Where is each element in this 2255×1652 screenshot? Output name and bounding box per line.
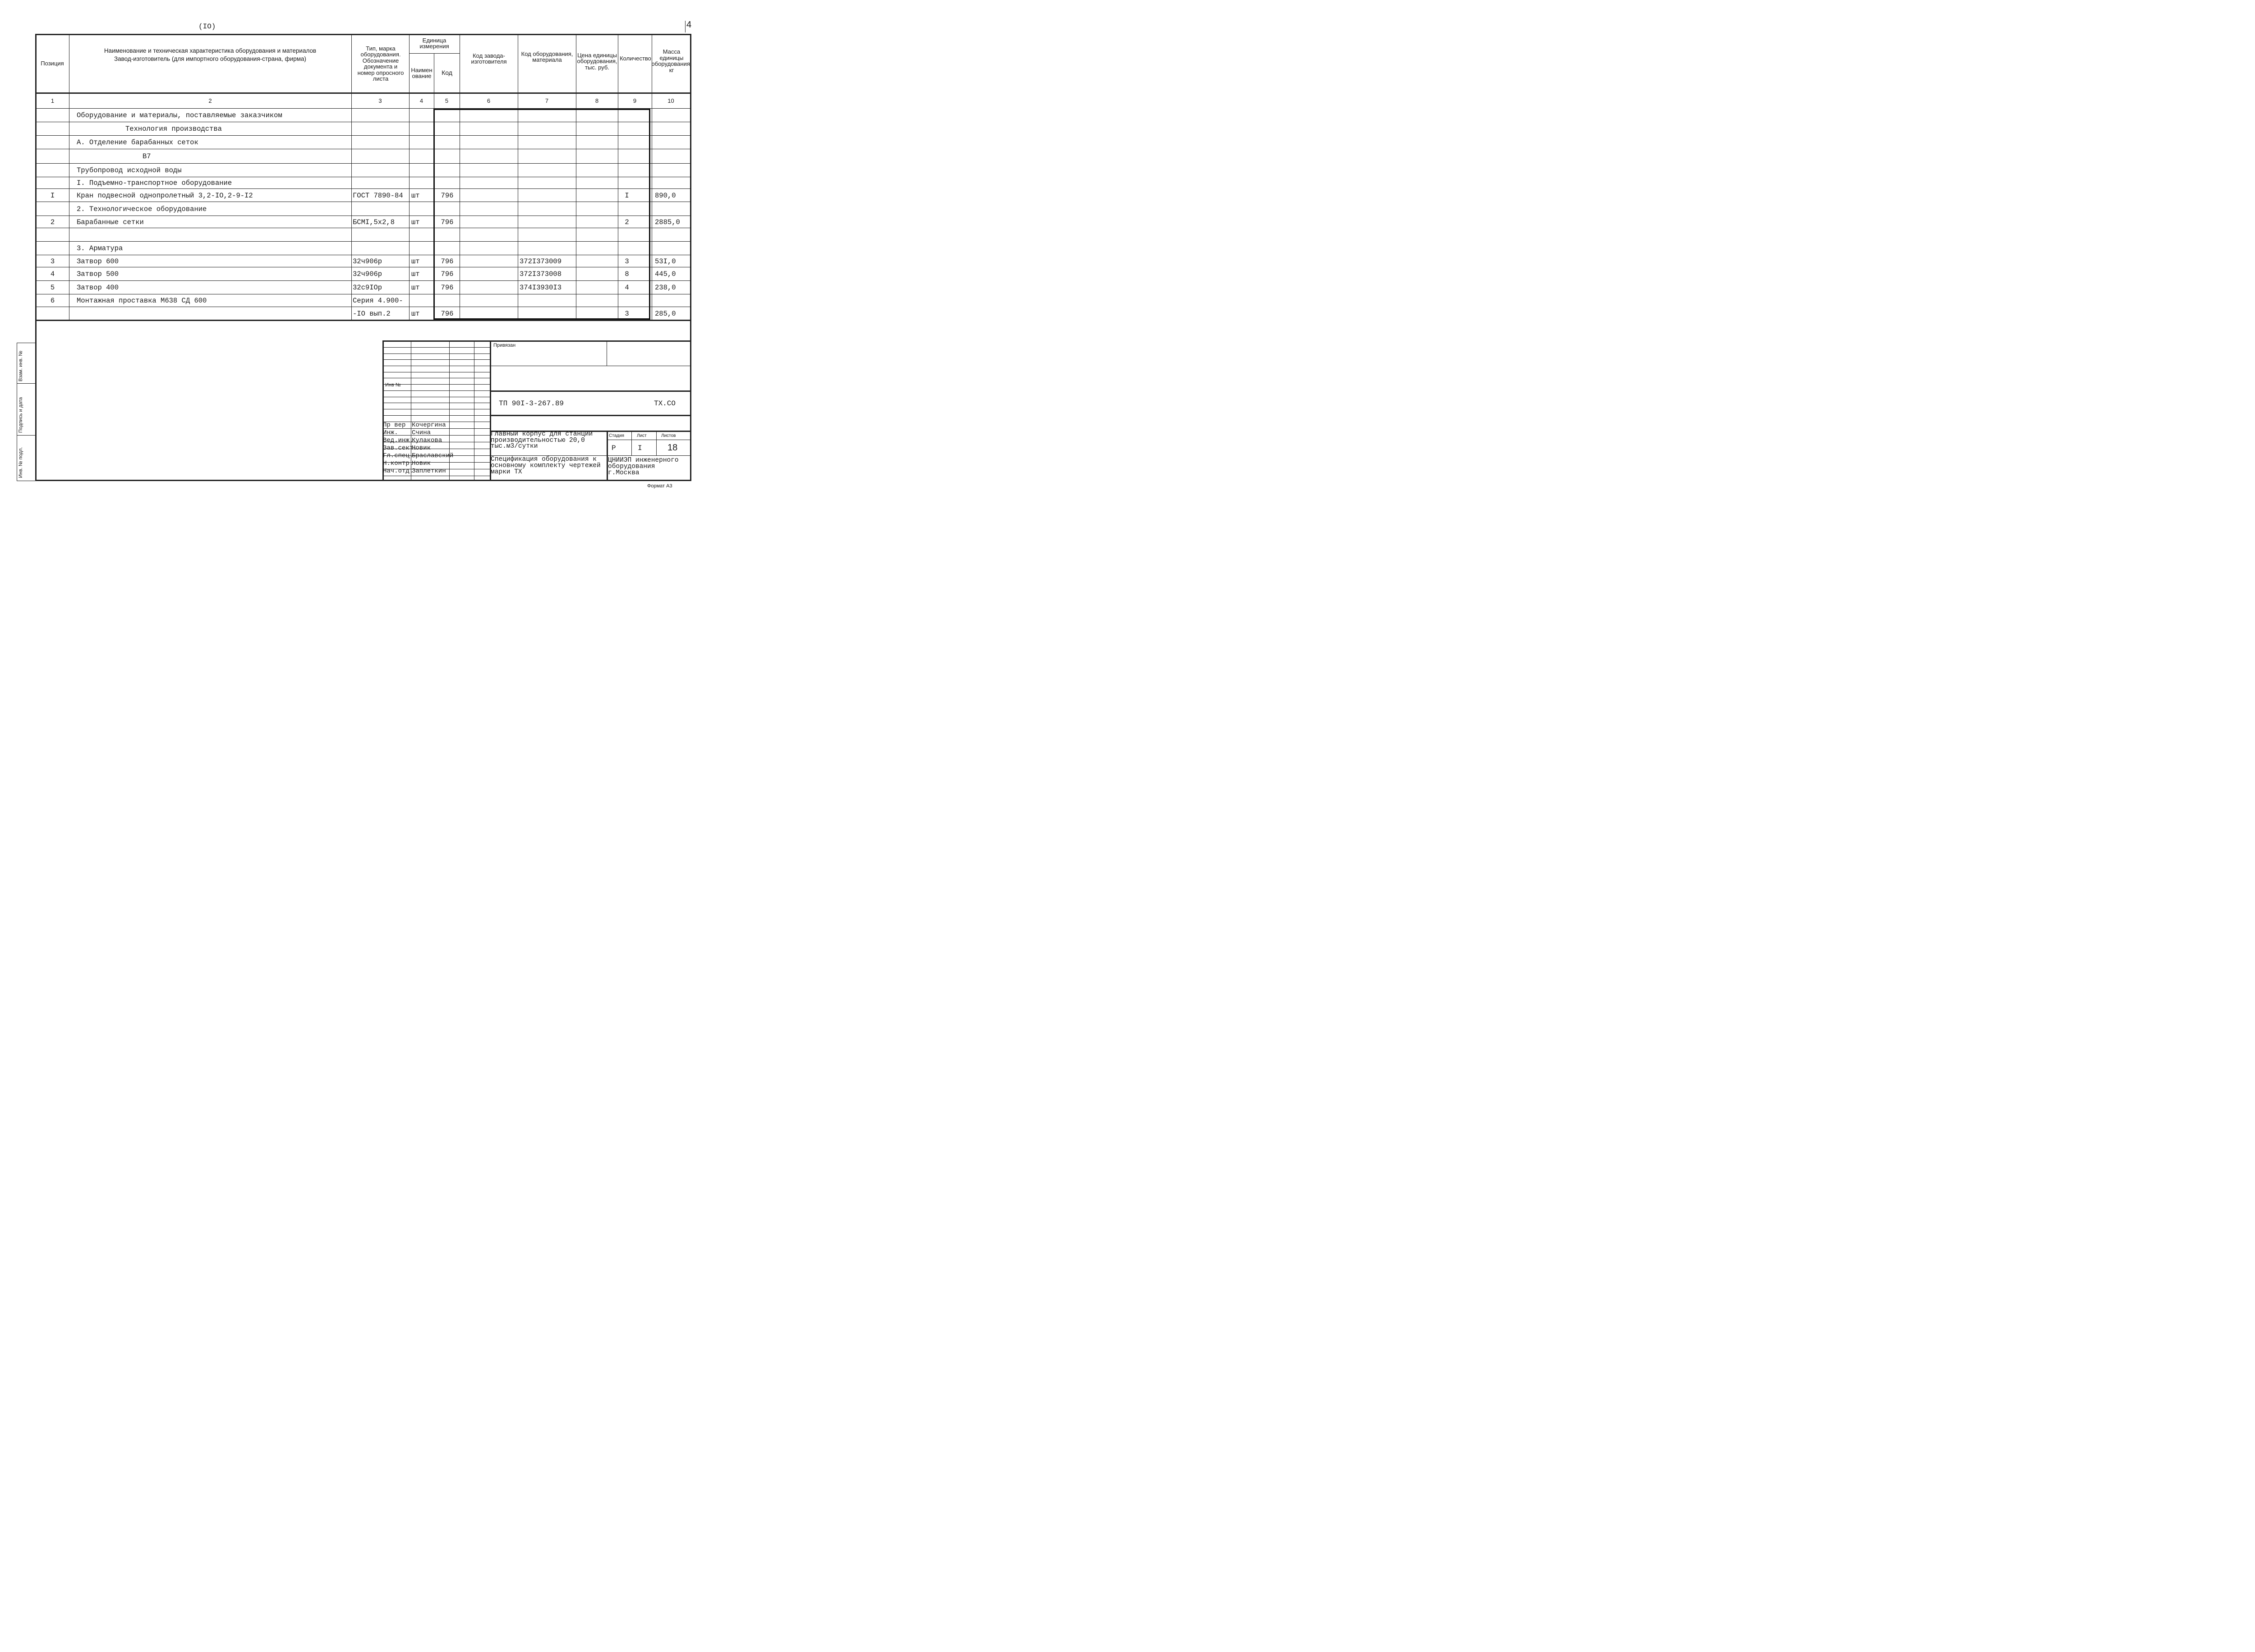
cell-mass [655, 109, 690, 122]
cell-type [353, 150, 409, 163]
stamp-person: Новик [412, 445, 431, 452]
cell-unit [411, 202, 433, 216]
header-name [70, 45, 350, 65]
col-num: 4 [419, 97, 423, 104]
cell-qty [618, 178, 636, 188]
cell-mass: 53I,0 [655, 257, 676, 266]
cell-name: Монтажная проставка М638 СД 600 [77, 297, 207, 305]
cell-equip-code: 372I373008 [520, 270, 562, 278]
cell-equip-code [520, 123, 574, 135]
cell-pos: 2 [50, 218, 55, 226]
cell-type: ГОСТ 7890-84 [353, 191, 403, 200]
cell-qty [618, 150, 636, 163]
cell-pos [36, 150, 69, 163]
cell-qty: 3 [625, 309, 629, 318]
cell-mass [655, 229, 690, 241]
col-num: 9 [633, 97, 637, 104]
cell-pos [36, 178, 69, 188]
cell-mass: 2885,0 [655, 218, 680, 226]
sidebar-replace-inv: Взам. инв. № [18, 350, 23, 381]
cell-qty [618, 242, 636, 255]
cell-code: 796 [441, 218, 454, 226]
cell-unit [411, 150, 433, 163]
cell-pos: 4 [50, 270, 55, 278]
cell-code [435, 242, 460, 255]
cell-qty: 2 [625, 218, 629, 226]
doc-code: ТП 90I-3-267.89 [499, 399, 564, 408]
stamp-role: Гл.спец. [383, 452, 414, 459]
cell-code [435, 136, 460, 149]
cell-qty: I [625, 191, 629, 200]
top-label: (IO) [198, 23, 216, 31]
cell-qty: 3 [625, 257, 629, 266]
cell-type [353, 178, 409, 188]
privyazan-label: Привязан [493, 343, 516, 348]
cell-unit [411, 178, 433, 188]
cell-mass [655, 178, 690, 188]
spec-title: Спецификация оборудования к основному комплекту чертежей марки ТХ [491, 456, 601, 476]
sheet-corner-number: 4 [686, 20, 692, 30]
cell-equip-code: 374I3930I3 [520, 284, 562, 292]
cell-pos [36, 242, 69, 255]
stamp-person: Кочергина [412, 422, 446, 429]
cell-qty [618, 123, 636, 135]
cell-name: Затвор 500 [77, 270, 119, 278]
cell-equip-code [520, 295, 574, 307]
cell-unit [411, 242, 433, 255]
cell-name: Затвор 400 [77, 284, 119, 292]
header-unit-group: Единица измерения [419, 37, 449, 50]
cell-equip-code [520, 164, 574, 177]
cell-type: -IO вып.2 [353, 309, 391, 318]
cell-code: 796 [441, 191, 454, 200]
stamp-role: Нач.отд. [383, 468, 414, 475]
cell-mass [655, 136, 690, 149]
cell-mass [655, 164, 690, 177]
cell-type [353, 109, 409, 122]
cell-name [77, 307, 347, 320]
header-type: Тип, марка оборудования. Обозначение документа и номер опросного листа [357, 45, 404, 82]
cell-pos [36, 136, 69, 149]
stamp-person: Заплеткин [412, 468, 446, 475]
header-name-line2: Завод-изготовитель (для импортного оборудования-страна, фирма) [114, 55, 306, 62]
cell-equip-code [520, 136, 574, 149]
org-name: ЦНИИЭП инженерного оборудования г.Москва [608, 457, 679, 477]
header-name-line1: Наименование и техническая характеристика оборудования и материалов [104, 47, 317, 54]
cell-unit: шт [411, 218, 420, 226]
col-num: 10 [667, 97, 674, 104]
cell-mass [655, 202, 690, 216]
header-quantity: Количество [620, 55, 651, 62]
cell-unit [411, 229, 433, 241]
cell-code: 796 [441, 270, 454, 278]
cell-qty [618, 164, 636, 177]
sidebar-signature-date: Подпись и дата [18, 397, 23, 433]
header-position: Позиция [41, 60, 64, 67]
cell-pos [36, 202, 69, 216]
stamp-person: Новик [412, 460, 431, 467]
cell-pos: 3 [50, 257, 55, 266]
cell-equip-code [520, 216, 574, 228]
header-factory-code: Код завода-изготовителя [471, 52, 507, 65]
cell-name: Технология производства [125, 125, 222, 133]
header-mass: Масса единицы оборудования, кг [651, 48, 692, 73]
cell-name: 3. Арматура [77, 244, 123, 252]
cell-equip-code [520, 189, 574, 202]
cell-equip-code [520, 229, 574, 241]
cell-type: Серия 4.900- [353, 297, 403, 305]
cell-mass: 445,0 [655, 270, 676, 278]
col-num: 5 [445, 97, 449, 104]
cell-code [435, 123, 460, 135]
stamp-role: Вед.инж. [383, 437, 414, 444]
cell-unit: шт [411, 270, 420, 278]
cell-unit [411, 136, 433, 149]
cell-pos [36, 164, 69, 177]
cell-name [77, 229, 347, 241]
header-unit-code: Код [442, 69, 452, 77]
cell-qty [618, 202, 636, 216]
cell-name: Затвор 600 [77, 257, 119, 266]
cell-code: 796 [441, 257, 454, 266]
cell-qty: 4 [625, 284, 629, 292]
cell-type [353, 229, 409, 241]
stage-label: Стадия [609, 433, 625, 438]
stamp-role: Зав.сект. [383, 445, 417, 452]
col-num: 1 [51, 97, 55, 104]
cell-name: I. Подъемно-транспортное оборудование [77, 179, 232, 187]
cell-unit: шт [411, 309, 420, 318]
cell-name: 2. Технологическое оборудование [77, 205, 207, 213]
cell-type: 32с9IOр [353, 284, 382, 292]
cell-equip-code [520, 109, 574, 122]
cell-qty [618, 109, 636, 122]
cell-type: БСМI,5x2,8 [353, 218, 395, 226]
stage-value: Р [612, 444, 616, 452]
cell-name: Барабанные сетки [77, 218, 144, 226]
col-num: 7 [545, 97, 549, 104]
cell-code: 796 [441, 284, 454, 292]
cell-name: Трубопровод исходной воды [77, 166, 182, 174]
col-num: 2 [208, 97, 212, 104]
sidebar-orig-inv: Инв. № подл. [18, 447, 23, 478]
cell-code [435, 164, 460, 177]
cell-equip-code [520, 242, 574, 255]
cell-equip-code [520, 307, 574, 320]
cell-type [353, 123, 409, 135]
cell-type [353, 242, 409, 255]
cell-code [435, 150, 460, 163]
cell-pos: 5 [50, 284, 55, 292]
cell-unit: шт [411, 191, 420, 200]
cell-mass [655, 295, 690, 307]
cell-unit [411, 109, 433, 122]
inv-no-label: Инв № [385, 382, 401, 388]
cell-mass: 285,0 [655, 309, 676, 318]
cell-pos [36, 307, 69, 320]
cell-equip-code: 372I373009 [520, 257, 562, 266]
cell-type [353, 164, 409, 177]
cell-code [435, 202, 460, 216]
stamp-role: Инж. [383, 429, 398, 436]
cell-unit: шт [411, 284, 420, 292]
sheets-label: Листов [661, 433, 676, 438]
cell-mass: 890,0 [655, 191, 676, 200]
cell-qty [618, 136, 636, 149]
stamp-person: Браславский [412, 452, 454, 459]
sheets-value: 18 [667, 443, 678, 453]
stamp-person: Кулакова [412, 437, 442, 444]
cell-code [435, 109, 460, 122]
cell-type: 32ч906р [353, 270, 382, 278]
cell-mass: 238,0 [655, 284, 676, 292]
cell-pos [36, 229, 69, 241]
sheet-label: Лист [637, 433, 647, 438]
cell-code [435, 295, 460, 307]
col-num: 3 [378, 97, 382, 104]
doc-suffix: ТХ.СО [654, 399, 676, 408]
cell-pos [36, 123, 69, 135]
header-equipment-code: Код оборудования, материала [521, 50, 573, 63]
cell-pos: 6 [50, 297, 55, 305]
cell-name: Оборудование и материалы, поставляемые заказчиком [77, 111, 282, 119]
cell-mass [655, 150, 690, 163]
cell-code [435, 178, 460, 188]
cell-name: А. Отделение барабанных сеток [77, 138, 198, 147]
cell-type [353, 136, 409, 149]
cell-type: 32ч906р [353, 257, 382, 266]
cell-qty: 8 [625, 270, 629, 278]
cell-pos: I [50, 191, 55, 200]
cell-pos [36, 109, 69, 122]
header-price: Цена единицы оборудования, тыс. руб. [577, 51, 617, 71]
stamp-role: Пр вер [383, 422, 406, 429]
stamp-person: Счина [412, 429, 431, 436]
cell-type [353, 202, 409, 216]
col-num: 8 [595, 97, 599, 104]
cell-equip-code [520, 202, 574, 216]
cell-unit [411, 123, 433, 135]
cell-equip-code [520, 150, 574, 163]
cell-unit [411, 164, 433, 177]
cell-name: В7 [143, 152, 151, 161]
header-unit-name: Наименование [411, 66, 433, 79]
cell-unit: шт [411, 257, 420, 266]
cell-mass [655, 123, 690, 135]
format-label: Формат А3 [647, 483, 672, 489]
title-main: Главный корпус для станции производительностью 20,0 тыс.м3/сутки [491, 431, 593, 450]
cell-code [435, 229, 460, 241]
corner-tick [685, 21, 686, 32]
cell-equip-code [520, 178, 574, 188]
cell-unit [411, 295, 433, 307]
cell-mass [655, 242, 690, 255]
col-num: 6 [487, 97, 491, 104]
cell-name: Кран подвесной однопролетный 3,2-IO,2-9-I2 [77, 191, 253, 200]
cell-qty [618, 229, 636, 241]
cell-code: 796 [441, 309, 454, 318]
stamp-role: Н.контр. [383, 460, 414, 467]
cell-qty [618, 295, 636, 307]
sheet-value: I [638, 444, 642, 452]
